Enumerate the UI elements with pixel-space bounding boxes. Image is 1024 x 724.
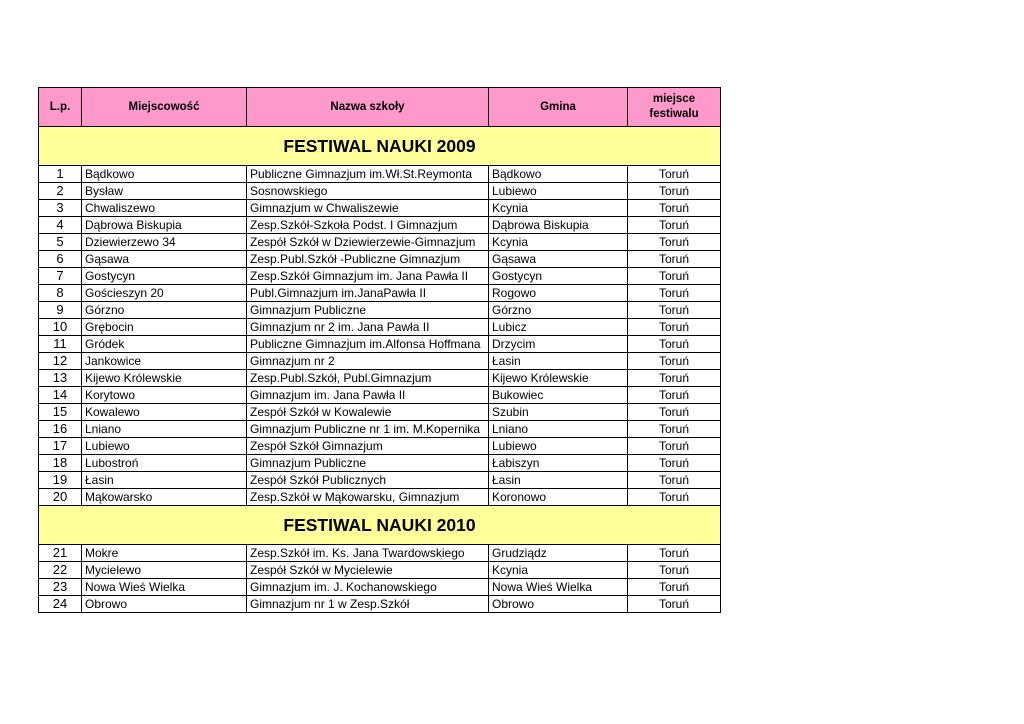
cell-nazwa-szkoly: Publ.Gimnazjum im.JanaPawła II	[247, 285, 489, 302]
cell-gmina: Kcynia	[489, 234, 628, 251]
cell-nazwa-szkoly: Publiczne Gimnazjum im.Alfonsa Hoffmana	[247, 336, 489, 353]
cell-miejsce-festiwalu: Toruń	[628, 596, 721, 613]
cell-lp: 9	[39, 302, 82, 319]
cell-miejscowosc: Mąkowarsko	[82, 489, 247, 506]
cell-gmina: Nowa Wieś Wielka	[489, 579, 628, 596]
header-nazwa-szkoly: Nazwa szkoły	[247, 88, 489, 127]
schools-table-body	[39, 88, 721, 613]
cell-miejscowosc: Gąsawa	[82, 251, 247, 268]
section-title: FESTIWAL NAUKI 2009	[39, 127, 721, 166]
cell-gmina: Lubicz	[489, 319, 628, 336]
cell-miejsce-festiwalu: Toruń	[628, 489, 721, 506]
cell-miejsce-festiwalu: Toruń	[628, 353, 721, 370]
cell-lp: 22	[39, 562, 82, 579]
cell-nazwa-szkoly: Gimnazjum nr 2	[247, 353, 489, 370]
table-row	[39, 166, 721, 183]
cell-miejsce-festiwalu: Toruń	[628, 404, 721, 421]
cell-nazwa-szkoly: Zesp.Szkół w Mąkowarsku, Gimnazjum	[247, 489, 489, 506]
cell-miejsce-festiwalu: Toruń	[628, 387, 721, 404]
cell-lp: 11	[39, 336, 82, 353]
cell-nazwa-szkoly: Zesp.Szkół-Szkoła Podst. I Gimnazjum	[247, 217, 489, 234]
table-row	[39, 421, 721, 438]
cell-miejscowosc: Korytowo	[82, 387, 247, 404]
cell-miejscowosc: Kijewo Królewskie	[82, 370, 247, 387]
table-row	[39, 268, 721, 285]
cell-gmina: Łasin	[489, 353, 628, 370]
table-row	[39, 302, 721, 319]
table-row	[39, 472, 721, 489]
cell-lp: 13	[39, 370, 82, 387]
cell-nazwa-szkoly: Zesp.Szkół im. Ks. Jana Twardowskiego	[247, 545, 489, 562]
cell-gmina: Lubiewo	[489, 438, 628, 455]
cell-lp: 5	[39, 234, 82, 251]
cell-miejscowosc: Chwaliszewo	[82, 200, 247, 217]
cell-gmina: Bukowiec	[489, 387, 628, 404]
cell-lp: 7	[39, 268, 82, 285]
cell-lp: 24	[39, 596, 82, 613]
cell-nazwa-szkoly: Gimnazjum Publiczne nr 1 im. M.Kopernika	[247, 421, 489, 438]
schools-table	[38, 87, 721, 613]
section-header-row	[39, 506, 721, 545]
cell-miejscowosc: Bądkowo	[82, 166, 247, 183]
cell-nazwa-szkoly: Gimnazjum im. Jana Pawła II	[247, 387, 489, 404]
table-row	[39, 200, 721, 217]
table-row	[39, 217, 721, 234]
cell-miejscowosc: Lubostroń	[82, 455, 247, 472]
cell-miejsce-festiwalu: Toruń	[628, 183, 721, 200]
cell-nazwa-szkoly: Publiczne Gimnazjum im.Wł.St.Reymonta	[247, 166, 489, 183]
cell-miejscowosc: Nowa Wieś Wielka	[82, 579, 247, 596]
cell-gmina: Grudziądz	[489, 545, 628, 562]
header-miejscowosc: Miejscowość	[82, 88, 247, 127]
cell-gmina: Szubin	[489, 404, 628, 421]
table-row	[39, 183, 721, 200]
cell-nazwa-szkoly: Gimnazjum nr 1 w Zesp.Szkół	[247, 596, 489, 613]
table-row	[39, 387, 721, 404]
cell-gmina: Kcynia	[489, 200, 628, 217]
table-row	[39, 579, 721, 596]
cell-miejsce-festiwalu: Toruń	[628, 472, 721, 489]
cell-lp: 12	[39, 353, 82, 370]
cell-miejsce-festiwalu: Toruń	[628, 234, 721, 251]
table-row	[39, 455, 721, 472]
cell-lp: 6	[39, 251, 82, 268]
cell-miejscowosc: Bysław	[82, 183, 247, 200]
cell-nazwa-szkoly: Zesp.Publ.Szkół, Publ.Gimnazjum	[247, 370, 489, 387]
cell-miejsce-festiwalu: Toruń	[628, 545, 721, 562]
cell-lp: 21	[39, 545, 82, 562]
cell-gmina: Obrowo	[489, 596, 628, 613]
cell-lp: 2	[39, 183, 82, 200]
cell-miejscowosc: Obrowo	[82, 596, 247, 613]
cell-lp: 3	[39, 200, 82, 217]
cell-lp: 17	[39, 438, 82, 455]
cell-gmina: Drzycim	[489, 336, 628, 353]
section-title: FESTIWAL NAUKI 2010	[39, 506, 721, 545]
table-row	[39, 438, 721, 455]
table-row	[39, 489, 721, 506]
cell-miejsce-festiwalu: Toruń	[628, 421, 721, 438]
cell-lp: 16	[39, 421, 82, 438]
cell-miejscowosc: Gostycyn	[82, 268, 247, 285]
section-header-row	[39, 127, 721, 166]
cell-miejsce-festiwalu: Toruń	[628, 370, 721, 387]
header-lp: L.p.	[39, 88, 82, 127]
header-miejsce-festiwalu	[628, 88, 721, 127]
table-row	[39, 596, 721, 613]
cell-nazwa-szkoly: Gimnazjum w Chwaliszewie	[247, 200, 489, 217]
header-row	[39, 88, 721, 127]
cell-miejscowosc: Jankowice	[82, 353, 247, 370]
cell-miejsce-festiwalu: Toruń	[628, 166, 721, 183]
cell-nazwa-szkoly: Zesp.Szkół Gimnazjum im. Jana Pawła II	[247, 268, 489, 285]
table-row	[39, 234, 721, 251]
cell-nazwa-szkoly: Zespół Szkół w Dziewierzewie-Gimnazjum	[247, 234, 489, 251]
cell-miejsce-festiwalu: Toruń	[628, 251, 721, 268]
cell-miejsce-festiwalu: Toruń	[628, 200, 721, 217]
cell-lp: 1	[39, 166, 82, 183]
header-miejsce-line1: miejsce	[652, 93, 696, 105]
cell-miejscowosc: Dziewierzewo 34	[82, 234, 247, 251]
cell-gmina: Gostycyn	[489, 268, 628, 285]
cell-nazwa-szkoly: Gimnazjum nr 2 im. Jana Pawła II	[247, 319, 489, 336]
cell-miejscowosc: Lniano	[82, 421, 247, 438]
cell-miejscowosc: Mokre	[82, 545, 247, 562]
cell-miejsce-festiwalu: Toruń	[628, 562, 721, 579]
cell-nazwa-szkoly: Zesp.Publ.Szkół -Publiczne Gimnazjum	[247, 251, 489, 268]
table-row	[39, 285, 721, 302]
table-row	[39, 319, 721, 336]
cell-nazwa-szkoly: Gimnazjum im. J. Kochanowskiego	[247, 579, 489, 596]
cell-miejsce-festiwalu: Toruń	[628, 438, 721, 455]
cell-miejscowosc: Gościeszyn 20	[82, 285, 247, 302]
cell-gmina: Koronowo	[489, 489, 628, 506]
cell-miejscowosc: Gródek	[82, 336, 247, 353]
cell-lp: 8	[39, 285, 82, 302]
table-row	[39, 353, 721, 370]
cell-miejsce-festiwalu: Toruń	[628, 319, 721, 336]
cell-lp: 14	[39, 387, 82, 404]
cell-gmina: Kijewo Królewskie	[489, 370, 628, 387]
cell-gmina: Dąbrowa Biskupia	[489, 217, 628, 234]
cell-miejsce-festiwalu: Toruń	[628, 285, 721, 302]
cell-miejscowosc: Kowalewo	[82, 404, 247, 421]
cell-gmina: Łasin	[489, 472, 628, 489]
cell-nazwa-szkoly: Gimnazjum Publiczne	[247, 455, 489, 472]
cell-miejsce-festiwalu: Toruń	[628, 579, 721, 596]
cell-nazwa-szkoly: Zespół Szkół Publicznych	[247, 472, 489, 489]
cell-miejscowosc: Grębocin	[82, 319, 247, 336]
table-row	[39, 545, 721, 562]
header-gmina: Gmina	[489, 88, 628, 127]
table-row	[39, 336, 721, 353]
table-row	[39, 404, 721, 421]
cell-gmina: Łabiszyn	[489, 455, 628, 472]
table-row	[39, 251, 721, 268]
cell-lp: 19	[39, 472, 82, 489]
cell-gmina: Bądkowo	[489, 166, 628, 183]
cell-gmina: Lniano	[489, 421, 628, 438]
cell-miejsce-festiwalu: Toruń	[628, 302, 721, 319]
cell-miejsce-festiwalu: Toruń	[628, 268, 721, 285]
table-row	[39, 370, 721, 387]
cell-nazwa-szkoly: Gimnazjum Publiczne	[247, 302, 489, 319]
cell-lp: 4	[39, 217, 82, 234]
header-miejsce-line2: festiwalu	[649, 108, 699, 120]
cell-gmina: Gąsawa	[489, 251, 628, 268]
cell-miejsce-festiwalu: Toruń	[628, 217, 721, 234]
cell-nazwa-szkoly: Zespół Szkół w Kowalewie	[247, 404, 489, 421]
cell-gmina: Górzno	[489, 302, 628, 319]
cell-gmina: Rogowo	[489, 285, 628, 302]
cell-gmina: Kcynia	[489, 562, 628, 579]
cell-miejscowosc: Dąbrowa Biskupia	[82, 217, 247, 234]
cell-miejsce-festiwalu: Toruń	[628, 336, 721, 353]
table-row	[39, 562, 721, 579]
cell-nazwa-szkoly: Zespół Szkół Gimnazjum	[247, 438, 489, 455]
cell-miejsce-festiwalu: Toruń	[628, 455, 721, 472]
cell-lp: 10	[39, 319, 82, 336]
cell-lp: 20	[39, 489, 82, 506]
cell-lp: 15	[39, 404, 82, 421]
cell-miejscowosc: Mycielewo	[82, 562, 247, 579]
cell-lp: 18	[39, 455, 82, 472]
cell-nazwa-szkoly: Zespół Szkół w Mycielewie	[247, 562, 489, 579]
cell-miejscowosc: Lubiewo	[82, 438, 247, 455]
cell-gmina: Lubiewo	[489, 183, 628, 200]
cell-nazwa-szkoly: Sosnowskiego	[247, 183, 489, 200]
cell-lp: 23	[39, 579, 82, 596]
cell-miejscowosc: Górzno	[82, 302, 247, 319]
cell-miejscowosc: Łasin	[82, 472, 247, 489]
